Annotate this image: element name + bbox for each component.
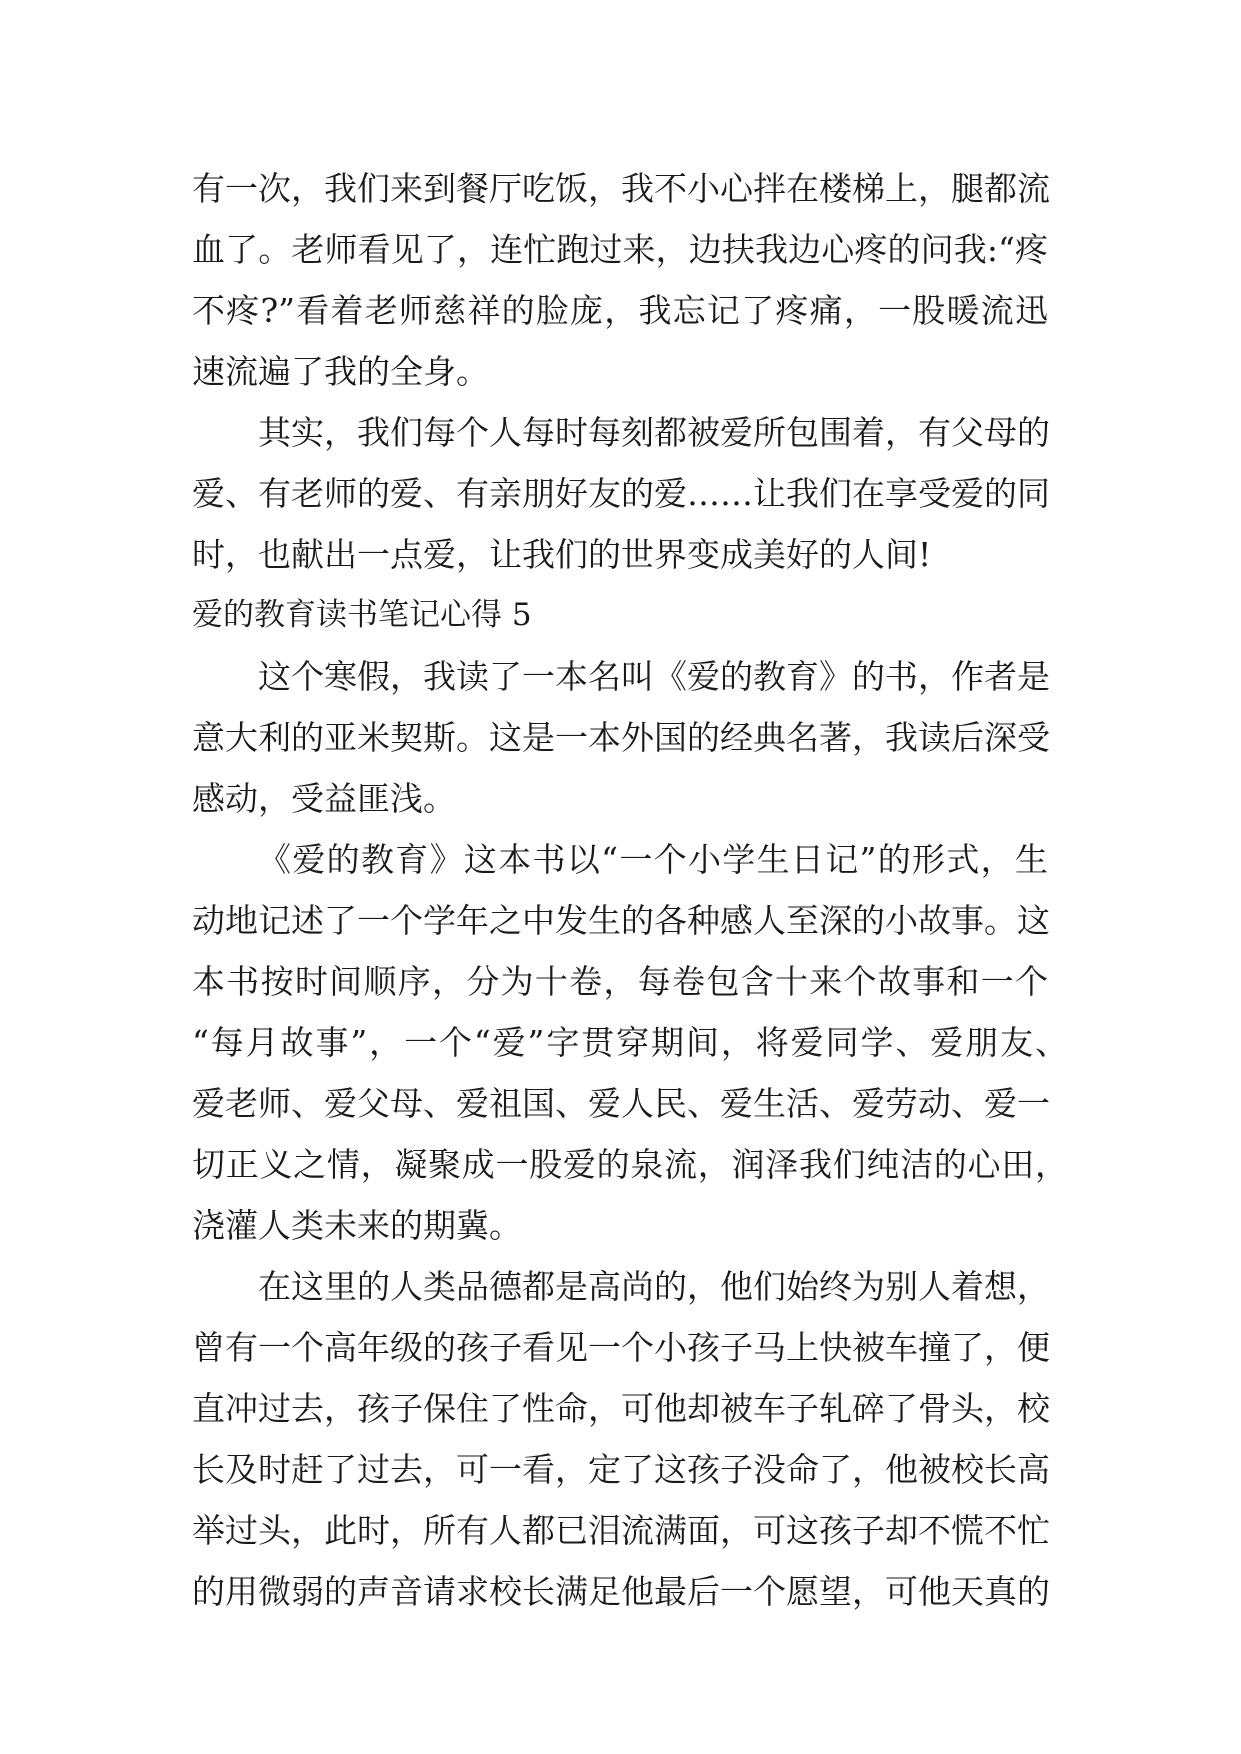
text-line: 本书按时间顺序，分为十卷，每卷包含十来个故事和一个 <box>192 962 1048 1001</box>
text-line: 爱、有老师的爱、有亲朋好友的爱……让我们在享受爱的同 <box>192 474 1050 513</box>
text-line: 时，也献出一点爱，让我们的世界变成美好的人间! <box>192 535 932 574</box>
text-line: 举过头，此时，所有人都已泪流满面，可这孩子却不慌不忙 <box>192 1511 1050 1550</box>
text-line: 的用微弱的声音请求校长满足他最后一个愿望，可他天真的 <box>192 1572 1050 1611</box>
text-line: 浇灌人类未来的期冀。 <box>192 1206 522 1245</box>
text-line: 动地记述了一个学年之中发生的各种感人至深的小故事。这 <box>192 901 1050 940</box>
text-line: 意大利的亚米契斯。这是一本外国的经典名著，我读后深受 <box>192 718 1050 757</box>
text-line: 感动，受益匪浅。 <box>192 779 456 818</box>
text-line: 不疼?”看着老师慈祥的脸庞，我忘记了疼痛，一股暖流迅 <box>192 291 1048 330</box>
paragraph <box>192 1256 1072 1622</box>
text-line: 速流遍了我的全身。 <box>192 352 489 391</box>
text-line: 切正义之情，凝聚成一股爱的泉流，润泽我们纯洁的心田， <box>192 1145 1068 1184</box>
text-line: 长及时赶了过去，可一看，定了这孩子没命了，他被校长高 <box>192 1450 1050 1489</box>
text-line: 爱老师、爱父母、爱祖国、爱人民、爱生活、爱劳动、爱一 <box>192 1084 1050 1123</box>
text-line: 直冲过去，孩子保住了性命，可他却被车子轧碎了骨头，校 <box>192 1389 1050 1428</box>
text-line: 血了。老师看见了，连忙跑过来，边扶我边心疼的问我:“疼 <box>192 230 1048 269</box>
paragraph <box>192 402 1072 585</box>
paragraph <box>192 646 1072 829</box>
text-line: 曾有一个高年级的孩子看见一个小孩子马上快被车撞了，便 <box>192 1328 1050 1367</box>
section-heading: 爱的教育读书笔记心得 5 <box>192 597 532 633</box>
text-line: 《爱的教育》这本书以“一个小学生日记”的形式，生 <box>258 840 1048 879</box>
paragraph <box>192 829 1072 1256</box>
text-line: “每月故事”，一个“爱”字贯穿期间，将爱同学、爱朋友、 <box>192 1023 1068 1062</box>
text-line: 有一次，我们来到餐厅吃饭，我不小心拌在楼梯上，腿都流 <box>192 169 1050 208</box>
paragraph <box>192 158 1072 402</box>
text-line: 其实，我们每个人每时每刻都被爱所包围着，有父母的 <box>258 413 1050 452</box>
text-line: 在这里的人类品德都是高尚的，他们始终为别人着想， <box>258 1267 1050 1306</box>
text-line: 这个寒假，我读了一本名叫《爱的教育》的书，作者是 <box>258 657 1050 696</box>
document-body <box>192 158 1072 1622</box>
